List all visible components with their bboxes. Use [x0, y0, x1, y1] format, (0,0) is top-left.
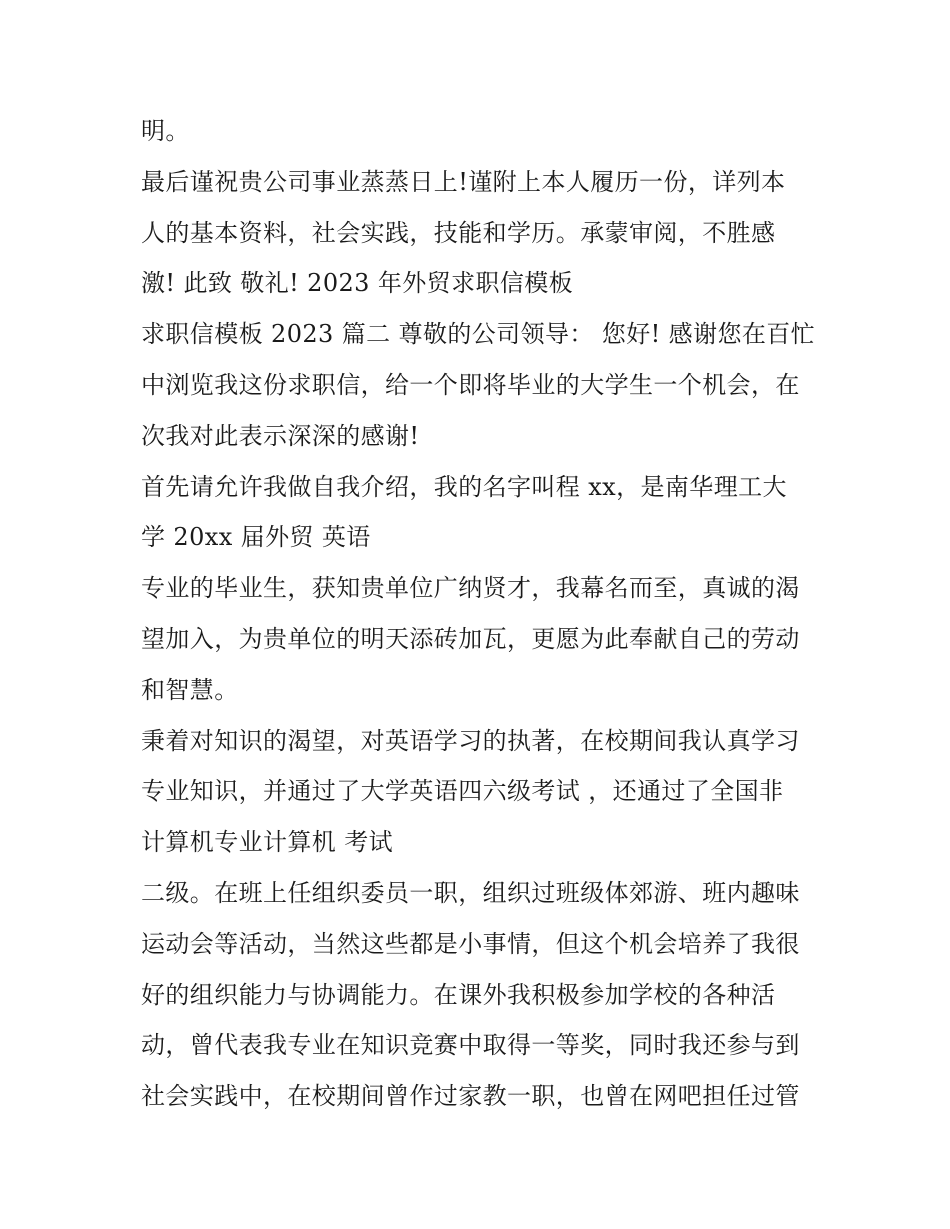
text-line: 二级。在班上任组织委员一职，组织过班级体郊游、班内趣味 [141, 878, 800, 907]
text-line: 好的组织能力与协调能力。在课外我积极参加学校的各种活 [141, 980, 776, 1009]
text-line: 求职信模板 2023 篇二 尊敬的公司领导： 您好! 感谢您在百忙 [141, 320, 816, 349]
text-line: 秉着对知识的渴望，对英语学习的执著，在校期间我认真学习 [141, 726, 800, 755]
text-line: 次我对此表示深深的感谢! [141, 421, 420, 450]
text-line: 人的基本资料，社会实践，技能和学历。承蒙审阅，不胜感 [141, 218, 776, 247]
text-line: 运动会等活动，当然这些都是小事情，但这个机会培养了我很 [141, 929, 800, 958]
text-line: 首先请允许我做自我介绍，我的名字叫程 xx，是南华理工大 [141, 472, 787, 501]
document-body [141, 106, 821, 1122]
text-line: 和智慧。 [141, 675, 239, 704]
text-line: 中浏览我这份求职信，给一个即将毕业的大学生一个机会，在 [141, 370, 800, 399]
text-line: 计算机专业计算机 考试 [141, 828, 394, 857]
text-line: 明。 [141, 117, 190, 145]
text-line: 专业的毕业生，获知贵单位广纳贤才，我幕名而至，真诚的渴 [141, 574, 800, 603]
text-line: 望加入，为贵单位的明天添砖加瓦，更愿为此奉献自己的劳动 [141, 624, 800, 653]
text-line: 激! 此致 敬礼! 2023 年外贸求职信模板 [141, 269, 574, 298]
text-line: 社会实践中，在校期间曾作过家教一职，也曾在网吧担任过管 [141, 1082, 800, 1111]
text-line: 专业知识，并通过了大学英语四六级考试 ，还通过了全国非 [141, 777, 784, 806]
text-line: 动，曾代表我专业在知识竞赛中取得一等奖，同时我还参与到 [141, 1031, 800, 1060]
text-line: 最后谨祝贵公司事业蒸蒸日上!谨附上本人履历一份，详列本 [141, 167, 786, 196]
text-line: 学 20xx 届外贸 英语 [141, 523, 371, 552]
